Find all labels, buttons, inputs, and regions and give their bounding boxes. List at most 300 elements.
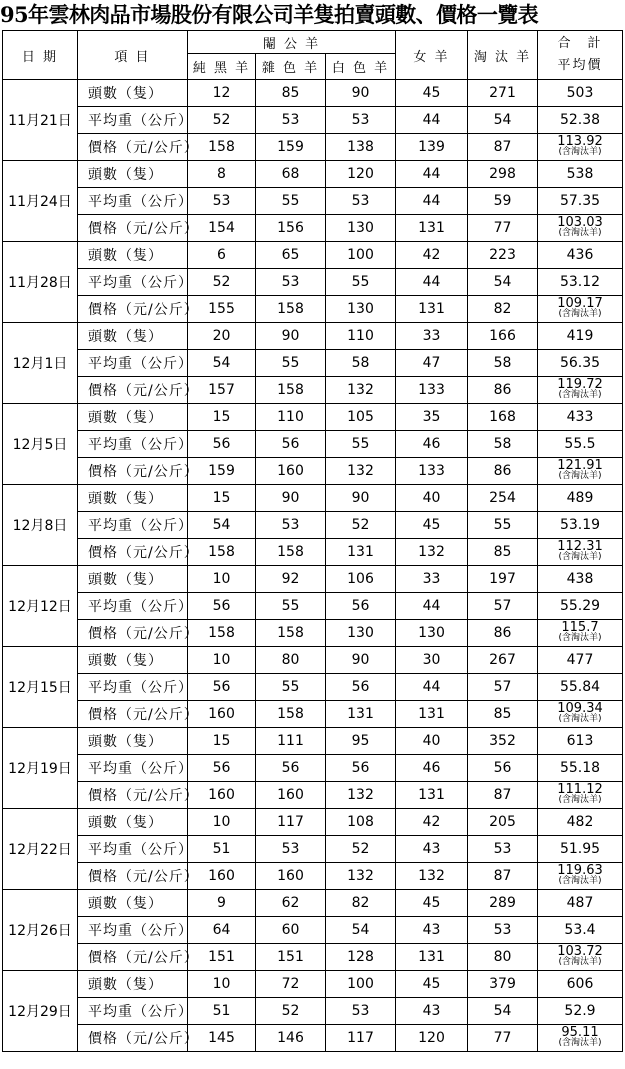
value-cell: 65 [256, 242, 326, 269]
date-cell: 12月29日 [3, 971, 78, 1052]
value-cell: 613 [538, 728, 623, 755]
item-label: 價格（元/公斤） [78, 701, 188, 728]
table-row [3, 539, 623, 566]
value-cell: 487 [538, 890, 623, 917]
value-cell: 52 [326, 836, 396, 863]
value-cell: 58 [468, 431, 538, 458]
value-cell: 55.29 [538, 593, 623, 620]
value-cell: 55.18 [538, 755, 623, 782]
value-cell: 55 [326, 431, 396, 458]
value-cell [538, 539, 623, 566]
value-cell: 54 [188, 350, 256, 377]
value-cell: 482 [538, 809, 623, 836]
table-row [3, 917, 623, 944]
value-cell: 53 [326, 188, 396, 215]
table-row [3, 107, 623, 134]
value-cell: 82 [468, 296, 538, 323]
avg-price-value: 119.72 [557, 377, 603, 392]
value-cell: 44 [396, 107, 468, 134]
value-cell: 438 [538, 566, 623, 593]
value-cell: 45 [396, 512, 468, 539]
table-row [3, 890, 623, 917]
value-cell: 52 [326, 512, 396, 539]
value-cell: 58 [326, 350, 396, 377]
value-cell: 267 [468, 647, 538, 674]
table-row [3, 836, 623, 863]
value-cell: 55.84 [538, 674, 623, 701]
value-cell: 53.19 [538, 512, 623, 539]
value-cell: 138 [326, 134, 396, 161]
item-label: 頭數（隻） [78, 161, 188, 188]
item-label: 平均重（公斤） [78, 755, 188, 782]
value-cell: 44 [396, 188, 468, 215]
date-cell: 12月26日 [3, 890, 78, 971]
value-cell: 53 [468, 836, 538, 863]
item-label: 價格（元/公斤） [78, 782, 188, 809]
value-cell: 146 [256, 1025, 326, 1052]
value-cell: 477 [538, 647, 623, 674]
value-cell: 55 [326, 269, 396, 296]
value-cell: 57.35 [538, 188, 623, 215]
item-label: 平均重（公斤） [78, 836, 188, 863]
value-cell: 131 [396, 215, 468, 242]
avg-price-note: (含淘汰羊) [558, 228, 602, 238]
avg-price-value: 95.11 [561, 1025, 599, 1040]
value-cell: 130 [396, 620, 468, 647]
value-cell: 133 [396, 458, 468, 485]
value-cell: 379 [468, 971, 538, 998]
value-cell: 77 [468, 1025, 538, 1052]
value-cell: 42 [396, 809, 468, 836]
avg-price-note: (含淘汰羊) [558, 1038, 602, 1048]
value-cell: 43 [396, 998, 468, 1025]
value-cell: 55 [468, 512, 538, 539]
table-row [3, 215, 623, 242]
value-cell: 44 [396, 593, 468, 620]
value-cell: 53 [468, 917, 538, 944]
avg-price-value: 112.31 [557, 539, 603, 554]
date-cell: 12月5日 [3, 404, 78, 485]
value-cell: 131 [396, 944, 468, 971]
value-cell: 132 [326, 782, 396, 809]
table-row [3, 593, 623, 620]
date-cell: 12月22日 [3, 809, 78, 890]
item-label: 平均重（公斤） [78, 107, 188, 134]
header-cull: 淘 汰 羊 [468, 31, 538, 80]
header-ram-mixed: 雜 色 羊 [256, 54, 326, 80]
header-ram-group: 閹 公 羊 [188, 31, 396, 54]
value-cell: 110 [326, 323, 396, 350]
page-title: 95年雲林肉品市場股份有限公司羊隻拍賣頭數、價格一覽表 [0, 2, 539, 27]
item-label: 頭數（隻） [78, 728, 188, 755]
value-cell: 45 [396, 80, 468, 107]
avg-price-value: 103.03 [557, 215, 603, 230]
header-item: 項 目 [78, 31, 188, 80]
avg-price-note: (含淘汰羊) [558, 390, 602, 400]
item-label: 頭數（隻） [78, 566, 188, 593]
item-label: 頭數（隻） [78, 80, 188, 107]
value-cell: 80 [468, 944, 538, 971]
value-cell: 80 [256, 647, 326, 674]
table-row [3, 296, 623, 323]
value-cell: 158 [188, 134, 256, 161]
value-cell: 86 [468, 458, 538, 485]
table-row [3, 161, 623, 188]
value-cell: 45 [396, 971, 468, 998]
value-cell: 105 [326, 404, 396, 431]
table-header [3, 31, 623, 80]
value-cell: 92 [256, 566, 326, 593]
item-label: 頭數（隻） [78, 485, 188, 512]
value-cell: 100 [326, 971, 396, 998]
value-cell: 90 [326, 80, 396, 107]
value-cell: 87 [468, 782, 538, 809]
item-label: 平均重（公斤） [78, 998, 188, 1025]
value-cell: 160 [256, 782, 326, 809]
value-cell: 56 [188, 755, 256, 782]
value-cell: 53 [188, 188, 256, 215]
value-cell: 158 [256, 377, 326, 404]
value-cell: 30 [396, 647, 468, 674]
table-row [3, 188, 623, 215]
avg-price-note: (含淘汰羊) [558, 471, 602, 481]
value-cell: 55.5 [538, 431, 623, 458]
value-cell: 90 [326, 647, 396, 674]
table-row [3, 647, 623, 674]
value-cell: 53 [256, 512, 326, 539]
avg-price-value: 109.34 [557, 701, 603, 716]
table-row [3, 80, 623, 107]
date-cell: 11月28日 [3, 242, 78, 323]
value-cell: 132 [326, 377, 396, 404]
value-cell: 130 [326, 296, 396, 323]
value-cell: 60 [256, 917, 326, 944]
value-cell: 51.95 [538, 836, 623, 863]
table-row [3, 620, 623, 647]
value-cell: 54 [188, 512, 256, 539]
item-label: 平均重（公斤） [78, 512, 188, 539]
value-cell: 56 [468, 755, 538, 782]
value-cell: 9 [188, 890, 256, 917]
table-row [3, 377, 623, 404]
value-cell [538, 296, 623, 323]
value-cell: 154 [188, 215, 256, 242]
avg-price-note: (含淘汰羊) [558, 957, 602, 967]
value-cell: 120 [396, 1025, 468, 1052]
value-cell: 44 [396, 674, 468, 701]
table-row [3, 998, 623, 1025]
date-cell: 12月1日 [3, 323, 78, 404]
value-cell: 158 [188, 539, 256, 566]
value-cell [538, 134, 623, 161]
table-row [3, 566, 623, 593]
value-cell: 52 [188, 107, 256, 134]
value-cell: 56 [256, 755, 326, 782]
avg-price-note: (含淘汰羊) [558, 876, 602, 886]
item-label: 價格（元/公斤） [78, 944, 188, 971]
value-cell: 53 [326, 107, 396, 134]
table-row [3, 404, 623, 431]
value-cell: 90 [256, 323, 326, 350]
value-cell: 223 [468, 242, 538, 269]
value-cell: 15 [188, 485, 256, 512]
header-date: 日 期 [3, 31, 78, 80]
item-label: 平均重（公斤） [78, 350, 188, 377]
value-cell: 151 [256, 944, 326, 971]
value-cell: 271 [468, 80, 538, 107]
value-cell: 45 [396, 890, 468, 917]
value-cell: 55 [256, 593, 326, 620]
value-cell [538, 863, 623, 890]
item-label: 價格（元/公斤） [78, 863, 188, 890]
value-cell: 56.35 [538, 350, 623, 377]
value-cell: 205 [468, 809, 538, 836]
table-row [3, 971, 623, 998]
value-cell: 54 [326, 917, 396, 944]
value-cell: 159 [256, 134, 326, 161]
value-cell: 538 [538, 161, 623, 188]
item-label: 平均重（公斤） [78, 593, 188, 620]
header-total-bottom: 平均價 [557, 58, 603, 73]
item-label: 價格（元/公斤） [78, 1025, 188, 1052]
avg-price-note: (含淘汰羊) [558, 714, 602, 724]
value-cell: 168 [468, 404, 538, 431]
value-cell: 56 [326, 755, 396, 782]
table-row [3, 728, 623, 755]
value-cell [538, 458, 623, 485]
value-cell: 145 [188, 1025, 256, 1052]
value-cell: 8 [188, 161, 256, 188]
value-cell: 35 [396, 404, 468, 431]
sheep-auction-table [2, 30, 623, 1052]
value-cell: 131 [396, 782, 468, 809]
value-cell: 419 [538, 323, 623, 350]
value-cell: 51 [188, 836, 256, 863]
table-row [3, 134, 623, 161]
item-label: 頭數（隻） [78, 809, 188, 836]
value-cell: 15 [188, 728, 256, 755]
value-cell: 56 [256, 431, 326, 458]
item-label: 頭數（隻） [78, 890, 188, 917]
value-cell: 95 [326, 728, 396, 755]
table-row [3, 755, 623, 782]
value-cell: 158 [188, 620, 256, 647]
value-cell: 117 [256, 809, 326, 836]
item-label: 價格（元/公斤） [78, 539, 188, 566]
value-cell: 160 [188, 863, 256, 890]
value-cell: 68 [256, 161, 326, 188]
table-row [3, 701, 623, 728]
avg-price-note: (含淘汰羊) [558, 309, 602, 319]
value-cell: 433 [538, 404, 623, 431]
value-cell: 56 [188, 674, 256, 701]
value-cell [538, 782, 623, 809]
table-row [3, 431, 623, 458]
date-cell: 12月19日 [3, 728, 78, 809]
value-cell: 90 [326, 485, 396, 512]
value-cell: 56 [326, 593, 396, 620]
value-cell: 139 [396, 134, 468, 161]
value-cell: 489 [538, 485, 623, 512]
value-cell: 436 [538, 242, 623, 269]
value-cell: 55 [256, 674, 326, 701]
value-cell [538, 620, 623, 647]
value-cell: 64 [188, 917, 256, 944]
header-ram-white: 白 色 羊 [326, 54, 396, 80]
value-cell: 77 [468, 215, 538, 242]
value-cell: 43 [396, 836, 468, 863]
item-label: 頭數（隻） [78, 404, 188, 431]
value-cell: 108 [326, 809, 396, 836]
value-cell: 54 [468, 269, 538, 296]
value-cell: 62 [256, 890, 326, 917]
value-cell: 157 [188, 377, 256, 404]
table-row [3, 863, 623, 890]
avg-price-value: 111.12 [557, 782, 603, 797]
item-label: 平均重（公斤） [78, 431, 188, 458]
item-label: 平均重（公斤） [78, 917, 188, 944]
value-cell: 111 [256, 728, 326, 755]
value-cell: 132 [396, 539, 468, 566]
table-row [3, 512, 623, 539]
avg-price-value: 115.7 [561, 620, 599, 635]
date-cell: 12月12日 [3, 566, 78, 647]
value-cell: 128 [326, 944, 396, 971]
header-ewe: 女 羊 [396, 31, 468, 80]
value-cell: 606 [538, 971, 623, 998]
value-cell: 158 [256, 701, 326, 728]
avg-price-value: 121.91 [557, 458, 603, 473]
value-cell: 131 [326, 701, 396, 728]
value-cell: 54 [468, 107, 538, 134]
value-cell: 160 [188, 782, 256, 809]
item-label: 價格（元/公斤） [78, 215, 188, 242]
value-cell: 52.38 [538, 107, 623, 134]
value-cell: 56 [188, 593, 256, 620]
value-cell: 59 [468, 188, 538, 215]
value-cell: 53 [256, 836, 326, 863]
table-row [3, 242, 623, 269]
value-cell: 56 [326, 674, 396, 701]
table-row [3, 269, 623, 296]
value-cell: 51 [188, 998, 256, 1025]
avg-price-value: 109.17 [557, 296, 603, 311]
value-cell: 160 [188, 701, 256, 728]
value-cell: 53 [256, 269, 326, 296]
value-cell: 52 [188, 269, 256, 296]
value-cell [538, 215, 623, 242]
value-cell: 160 [256, 863, 326, 890]
value-cell: 10 [188, 566, 256, 593]
header-ram-black: 純 黑 羊 [188, 54, 256, 80]
value-cell: 100 [326, 242, 396, 269]
value-cell: 52 [256, 998, 326, 1025]
date-cell: 11月24日 [3, 161, 78, 242]
value-cell: 197 [468, 566, 538, 593]
value-cell: 155 [188, 296, 256, 323]
value-cell: 131 [326, 539, 396, 566]
value-cell: 46 [396, 431, 468, 458]
value-cell: 86 [468, 620, 538, 647]
header-total [538, 31, 623, 80]
value-cell: 46 [396, 755, 468, 782]
value-cell: 130 [326, 215, 396, 242]
item-label: 價格（元/公斤） [78, 458, 188, 485]
value-cell: 156 [256, 215, 326, 242]
item-label: 平均重（公斤） [78, 269, 188, 296]
value-cell: 55 [256, 350, 326, 377]
value-cell: 40 [396, 485, 468, 512]
table-row [3, 944, 623, 971]
avg-price-note: (含淘汰羊) [558, 795, 602, 805]
value-cell: 133 [396, 377, 468, 404]
value-cell: 56 [188, 431, 256, 458]
item-label: 頭數（隻） [78, 242, 188, 269]
value-cell: 10 [188, 971, 256, 998]
value-cell: 40 [396, 728, 468, 755]
value-cell: 85 [468, 701, 538, 728]
value-cell: 166 [468, 323, 538, 350]
value-cell: 106 [326, 566, 396, 593]
table-row [3, 350, 623, 377]
value-cell [538, 377, 623, 404]
value-cell: 120 [326, 161, 396, 188]
item-label: 價格（元/公斤） [78, 134, 188, 161]
value-cell: 12 [188, 80, 256, 107]
value-cell: 160 [256, 458, 326, 485]
value-cell [538, 1025, 623, 1052]
value-cell: 57 [468, 593, 538, 620]
value-cell: 130 [326, 620, 396, 647]
header-total-top: 合 計 [557, 36, 603, 51]
table-row [3, 809, 623, 836]
table-row [3, 458, 623, 485]
value-cell: 47 [396, 350, 468, 377]
value-cell: 44 [396, 269, 468, 296]
value-cell: 52.9 [538, 998, 623, 1025]
item-label: 頭數（隻） [78, 971, 188, 998]
value-cell: 87 [468, 134, 538, 161]
value-cell [538, 944, 623, 971]
date-cell: 12月15日 [3, 647, 78, 728]
value-cell: 10 [188, 647, 256, 674]
item-label: 頭數（隻） [78, 647, 188, 674]
value-cell: 86 [468, 377, 538, 404]
avg-price-value: 103.72 [557, 944, 603, 959]
value-cell: 57 [468, 674, 538, 701]
table-row [3, 674, 623, 701]
table-row [3, 323, 623, 350]
avg-price-note: (含淘汰羊) [558, 147, 602, 157]
value-cell: 6 [188, 242, 256, 269]
value-cell: 82 [326, 890, 396, 917]
item-label: 頭數（隻） [78, 323, 188, 350]
value-cell: 33 [396, 566, 468, 593]
value-cell: 53.4 [538, 917, 623, 944]
value-cell: 15 [188, 404, 256, 431]
value-cell: 58 [468, 350, 538, 377]
value-cell: 33 [396, 323, 468, 350]
avg-price-note: (含淘汰羊) [558, 633, 602, 643]
avg-price-value: 113.92 [557, 134, 603, 149]
table-body [3, 80, 623, 1052]
value-cell: 10 [188, 809, 256, 836]
avg-price-note: (含淘汰羊) [558, 552, 602, 562]
date-cell: 12月8日 [3, 485, 78, 566]
value-cell: 72 [256, 971, 326, 998]
value-cell: 159 [188, 458, 256, 485]
value-cell: 87 [468, 863, 538, 890]
